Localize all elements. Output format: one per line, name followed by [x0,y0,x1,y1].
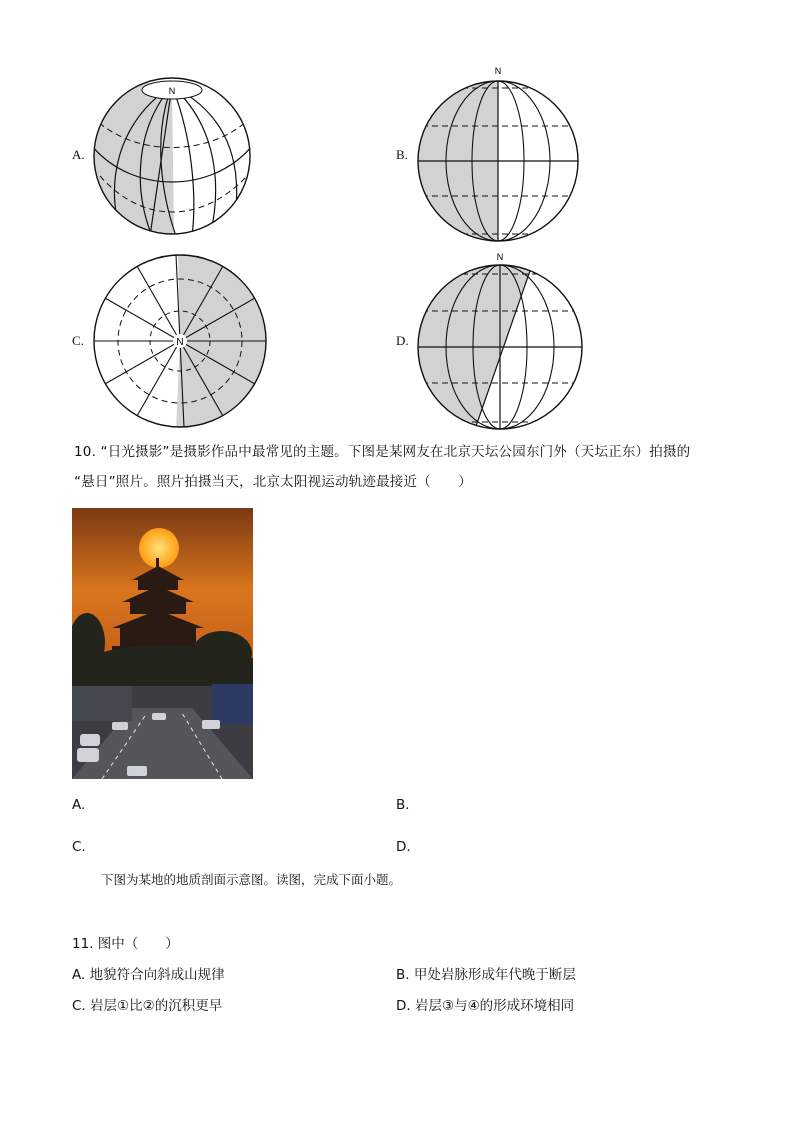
question10-line1: 10. “日光摄影”是摄影作品中最常见的主题。下图是某网友在北京天坛公园东门外（天坛正东）拍摄的 [74,444,691,460]
globe-d-figure [412,250,588,432]
north-label-d: N [496,252,504,262]
globe-a-figure [92,76,254,238]
question10-option-a[interactable]: A. [72,797,86,813]
north-label-a: N [168,86,176,96]
question11-option-c[interactable]: C. 岩层①比②的沉积更早 [72,998,223,1014]
option-c-label[interactable]: C. [72,333,84,348]
option-d-label[interactable]: D. [396,333,409,348]
question11-stem: 11. 图中（ ） [72,936,179,952]
intro-text: 下图为某地的地质剖面示意图。读图，完成下面小题。 [101,872,402,887]
option-b-label[interactable]: B. [396,147,408,162]
question10-option-d[interactable]: D. [396,839,411,855]
question11-option-d[interactable]: D. 岩层③与④的形成环境相同 [396,998,575,1014]
north-label-c: N [176,337,184,348]
sunset-temple-photo [72,508,253,779]
question11-option-b[interactable]: B. 甲处岩脉形成年代晚于断层 [396,967,576,983]
question10-line2: “悬日”照片。照片拍摄当天，北京太阳视运动轨迹最接近（ ） [74,474,472,490]
question10-option-b[interactable]: B. [396,797,410,813]
globe-c-figure [92,254,268,430]
globe-b-figure [412,64,582,246]
question10-option-c[interactable]: C. [72,839,86,855]
north-label-b: N [494,66,502,76]
question11-option-a[interactable]: A. 地貌符合向斜成山规律 [72,967,225,983]
option-a-label[interactable]: A. [72,147,85,162]
